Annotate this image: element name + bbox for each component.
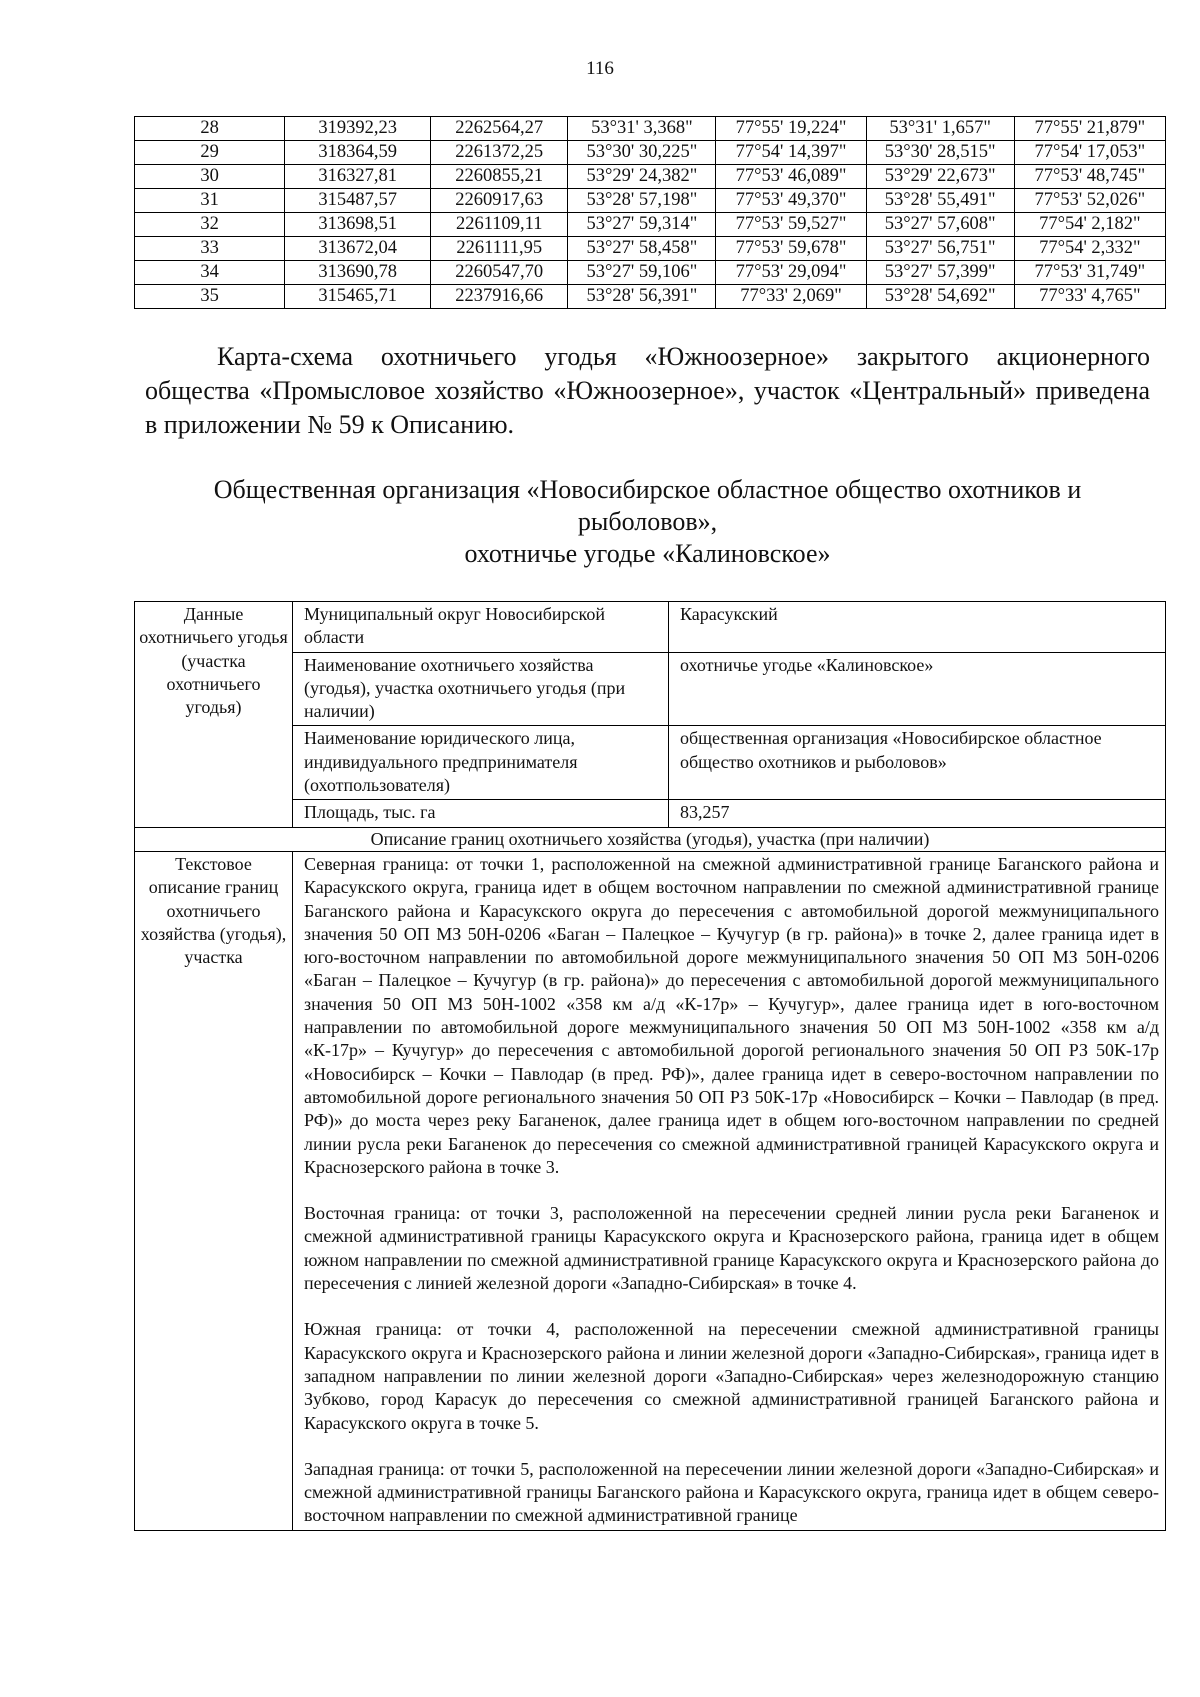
paragraph-gap — [304, 1179, 1159, 1202]
table-cell: 53°27' 57,608" — [866, 213, 1014, 237]
table-cell: 77°54' 2,332" — [1014, 237, 1165, 261]
table-cell: 2261372,25 — [431, 141, 568, 165]
table-cell: 28 — [135, 117, 285, 141]
table-cell: 318364,59 — [285, 141, 431, 165]
table-row — [135, 213, 1166, 237]
table-row — [135, 851, 1166, 1530]
table-row — [135, 827, 1166, 851]
table-row — [135, 141, 1166, 165]
table-cell: 315487,57 — [285, 189, 431, 213]
table-row — [135, 285, 1166, 309]
table-cell: 77°33' 4,765" — [1014, 285, 1165, 309]
table-cell: 2260855,21 — [431, 165, 568, 189]
table-cell: 53°27' 59,106" — [568, 261, 716, 285]
table-cell: 77°54' 17,053" — [1014, 141, 1165, 165]
field-value: Карасукский — [669, 602, 1166, 653]
table-cell: 2260547,70 — [431, 261, 568, 285]
section-heading-line2: охотничье угодье «Калиновское» — [464, 539, 831, 568]
table-cell: 77°53' 31,749" — [1014, 261, 1165, 285]
table-cell: 53°30' 28,515" — [866, 141, 1014, 165]
coordinates-table-body — [135, 117, 1166, 309]
table-cell: 2261109,11 — [431, 213, 568, 237]
table-cell: 53°28' 56,391" — [568, 285, 716, 309]
table-row — [135, 165, 1166, 189]
section-heading-line1: Общественная организация «Новосибирское областное общество охотников и рыболовов», — [213, 475, 1082, 536]
table-cell: 77°54' 2,182" — [1014, 213, 1165, 237]
text-header-cell: Текстовое описание границ охотничьего хозяйства (угодья), участка — [135, 851, 293, 1530]
field-value: общественная организация «Новосибирское областное общество охотников и рыболовов» — [669, 726, 1166, 800]
field-label: Муниципальный округ Новосибирской области — [293, 602, 669, 653]
table-cell: 53°29' 22,673" — [866, 165, 1014, 189]
table-cell: 29 — [135, 141, 285, 165]
table-cell: 77°55' 19,224" — [716, 117, 866, 141]
table-cell: 77°55' 21,879" — [1014, 117, 1165, 141]
table-cell: 32 — [135, 213, 285, 237]
table-cell: 77°53' 29,094" — [716, 261, 866, 285]
table-cell: 53°27' 57,399" — [866, 261, 1014, 285]
table-row — [135, 237, 1166, 261]
table-cell: 30 — [135, 165, 285, 189]
table-cell: 316327,81 — [285, 165, 431, 189]
table-cell: 2237916,66 — [431, 285, 568, 309]
table-cell: 313698,51 — [285, 213, 431, 237]
page-number: 116 — [586, 58, 614, 79]
table-cell: 77°53' 59,678" — [716, 237, 866, 261]
field-value: 83,257 — [669, 800, 1166, 827]
table-cell: 53°28' 55,491" — [866, 189, 1014, 213]
hunting-ground-table — [134, 601, 1166, 1531]
table-cell: 2261111,95 — [431, 237, 568, 261]
south-boundary: Южная граница: от точки 4, расположенной на пересечении смежной административной границы Карасукского округа и Краснозерского района и линии железной дороги «Западно-Сибирская», граница идет в западном направлении по линии железной дороги «Западно-Сибирская» через железнодорожную станцию Зубково, город Карасук до пересечения со смежной административной границей Баганского района и Карасукского округа в точке 5. — [304, 1319, 1159, 1433]
table-cell: 315465,71 — [285, 285, 431, 309]
data-header-cell: Данные охотничьего угодья (участка охотничьего угодья) — [135, 602, 293, 828]
boundary-text-cell — [293, 851, 1166, 1530]
field-label: Наименование охотничьего хозяйства (угодья), участка охотничьего угодья (при наличии) — [293, 652, 669, 726]
table-cell: 53°28' 54,692" — [866, 285, 1014, 309]
field-label: Наименование юридического лица, индивидуального предпринимателя (охотпользователя) — [293, 726, 669, 800]
table-cell: 53°31' 1,657" — [866, 117, 1014, 141]
table-cell: 34 — [135, 261, 285, 285]
table-cell: 2262564,27 — [431, 117, 568, 141]
table-row — [135, 602, 1166, 653]
west-boundary: Западная граница: от точки 5, расположенной на пересечении линии железной дороги «Западно-Сибирская» и смежной административной границы Баганского района и Карасукского округа, граница идет в общем северо-восточном направлении по смежной административной границе — [304, 1458, 1159, 1526]
table-cell: 31 — [135, 189, 285, 213]
section-heading — [145, 474, 1150, 570]
coordinates-table — [134, 116, 1166, 309]
boundary-title: Описание границ охотничьего хозяйства (угодья), участка (при наличии) — [135, 827, 1166, 851]
table-cell: 53°27' 59,314" — [568, 213, 716, 237]
table-cell: 77°53' 46,089" — [716, 165, 866, 189]
east-boundary: Восточная граница: от точки 3, расположенной на пересечении средней линии русла реки Баганенок и смежной административной границы Карасукского округа и Краснозерского района, граница идет в общем южном направлении по смежной административной границе Карасукского округа и Краснозерского района до пересечения с линией железной дороги «Западно-Сибирская» в точке 4. — [304, 1203, 1159, 1294]
table-cell: 53°30' 30,225" — [568, 141, 716, 165]
table-cell: 319392,23 — [285, 117, 431, 141]
table-cell: 77°53' 59,527" — [716, 213, 866, 237]
paragraph-gap — [304, 1295, 1159, 1318]
paragraph-gap — [304, 1435, 1159, 1458]
field-label: Площадь, тыс. га — [293, 800, 669, 827]
table-cell: 77°54' 14,397" — [716, 141, 866, 165]
map-note: Карта-схема охотничьего угодья «Южноозерное» закрытого акционерного общества «Промысловое хозяйство «Южноозерное», участок «Центральный» приведена в приложении № 59 к Описанию. — [145, 342, 1150, 439]
table-cell: 53°27' 58,458" — [568, 237, 716, 261]
table-cell: 313690,78 — [285, 261, 431, 285]
table-cell: 77°33' 2,069" — [716, 285, 866, 309]
table-row — [135, 261, 1166, 285]
table-row — [135, 117, 1166, 141]
table-cell: 77°53' 49,370" — [716, 189, 866, 213]
north-boundary: Северная граница: от точки 1, расположенной на смежной административной границе Баганского района и Карасукского округа, граница идет в общем восточном направлении по смежной административной границе Баганского района и Карасукского округа до пересечения с автомобильной дорогой межмуниципального значения 50 ОП МЗ 50Н-0206 «Баган – Палецкое – Кучугур (в гр. района)» в точке 2, далее граница идет в юго-восточном направлении по автомобильной дороге межмуниципального значения 50 ОП МЗ 50Н-0206 «Баган – Палецкое – Кучугур (в гр. района)» до пересечения с автомобильной дорогой межмуниципального значения 50 ОП МЗ 50Н-1002 «358 км а/д «К-17р» – Кучугур», далее граница идет в юго-восточном направлении по автомобильной дороге межмуниципального значения 50 ОП МЗ 50Н-1002 «358 км а/д «К-17р» – Кучугур» до пересечения с автомобильной дорогой регионального значения 50 ОП РЗ 50К-17р «Новосибирск – Кочки – Павлодар (в пред. РФ)», далее граница идет в северо-восточном направлении по автомобильной дороге регионального значения 50 ОП РЗ 50К-17р «Новосибирск – Кочки – Павлодар (в пред. РФ)» до моста через реку Баганенок, далее граница идет в общем юго-восточном направлении по средней линии русла реки Баганенок до пересечения со смежной административной границей Карасукского округа и Краснозерского района в точке 3. — [304, 853, 1159, 1177]
table-row — [135, 189, 1166, 213]
table-cell: 2260917,63 — [431, 189, 568, 213]
table-cell: 77°53' 52,026" — [1014, 189, 1165, 213]
table-cell: 53°29' 24,382" — [568, 165, 716, 189]
field-value: охотничье угодье «Калиновское» — [669, 652, 1166, 726]
table-cell: 77°53' 48,745" — [1014, 165, 1165, 189]
table-cell: 53°27' 56,751" — [866, 237, 1014, 261]
table-cell: 53°28' 57,198" — [568, 189, 716, 213]
table-cell: 33 — [135, 237, 285, 261]
table-cell: 35 — [135, 285, 285, 309]
table-cell: 313672,04 — [285, 237, 431, 261]
table-cell: 53°31' 3,368" — [568, 117, 716, 141]
